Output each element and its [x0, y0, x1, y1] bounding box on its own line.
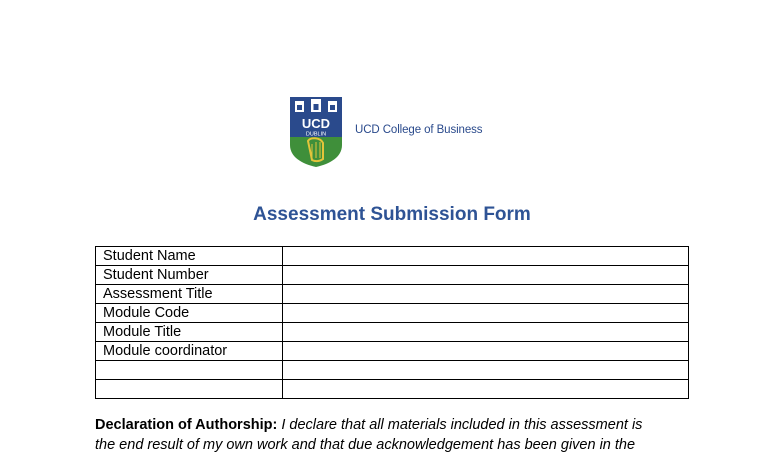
ucd-crest-icon: [290, 97, 342, 167]
table-row: [96, 361, 689, 380]
field-value[interactable]: [283, 361, 689, 380]
field-label: Student Name: [96, 247, 283, 266]
field-label: Assessment Title: [96, 285, 283, 304]
field-value[interactable]: [283, 285, 689, 304]
table-row: [96, 285, 689, 304]
table-row: [96, 380, 689, 399]
field-label: Module Title: [96, 323, 283, 342]
field-value[interactable]: [283, 342, 689, 361]
field-value[interactable]: [283, 380, 689, 399]
table-row: [96, 304, 689, 323]
table-row: [96, 342, 689, 361]
field-value[interactable]: [283, 323, 689, 342]
declaration-label: Declaration of Authorship:: [95, 417, 278, 433]
table-row: [96, 247, 689, 266]
field-label: Module Code: [96, 304, 283, 323]
field-label: Student Number: [96, 266, 283, 285]
field-value[interactable]: [283, 304, 689, 323]
crest-text-bottom: DUBLIN: [305, 131, 327, 138]
field-label: [96, 380, 283, 399]
field-label: Module coordinator: [96, 342, 283, 361]
declaration-text: I declare that all materials included in this assessment is: [281, 417, 643, 433]
details-table: [95, 246, 689, 399]
table-row: [96, 323, 689, 342]
ucd-logo: [290, 97, 490, 167]
field-value[interactable]: [283, 266, 689, 285]
declaration: [95, 415, 695, 435]
form-title: Assessment Submission Form: [253, 204, 531, 225]
field-value[interactable]: [283, 247, 689, 266]
college-name: UCD College of Business: [355, 124, 483, 136]
crest-text-top: UCD: [301, 116, 331, 131]
field-label: [96, 361, 283, 380]
declaration-text-continued: the end result of my own work and that due acknowledgement has been given in the: [95, 437, 636, 453]
table-row: [96, 266, 689, 285]
